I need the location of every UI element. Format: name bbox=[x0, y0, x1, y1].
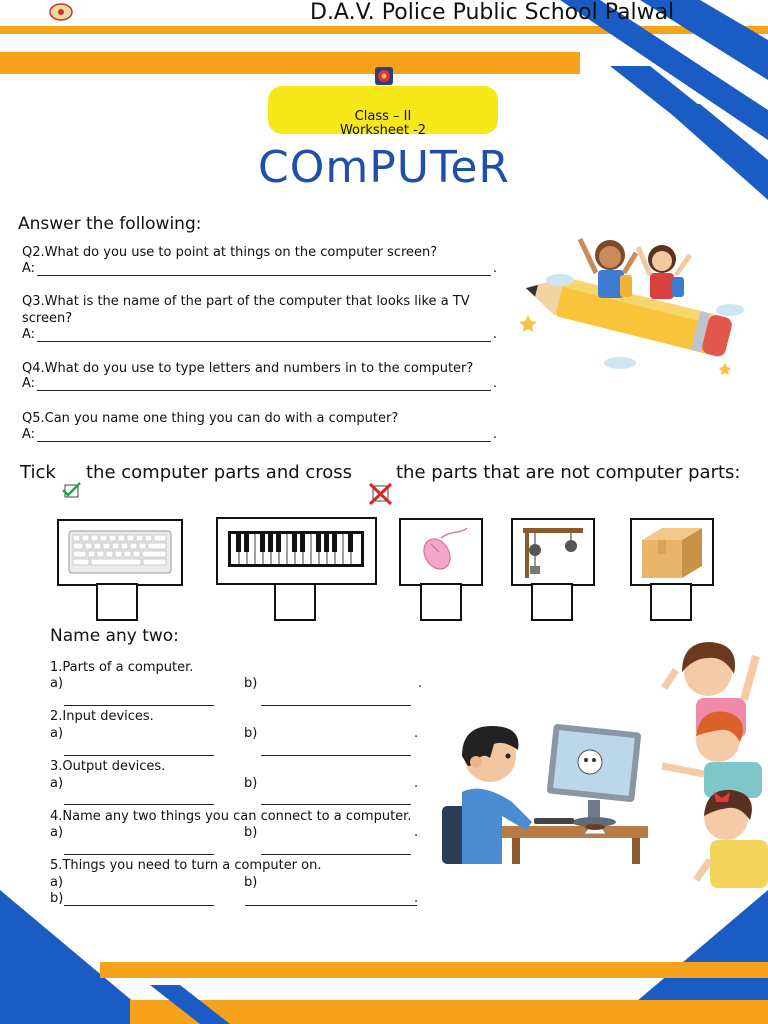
label-a: a) bbox=[50, 726, 64, 741]
label-b: b) bbox=[50, 891, 64, 906]
answer-line-5[interactable]: A: . bbox=[22, 427, 497, 442]
cross-mark-icon bbox=[368, 482, 394, 506]
answer-prefix: A: bbox=[22, 261, 36, 276]
answer-blank-4a[interactable] bbox=[64, 854, 214, 855]
kids-on-pencil-illustration bbox=[520, 225, 750, 375]
boy-at-computer-illustration bbox=[442, 722, 648, 864]
line-period: . bbox=[414, 726, 419, 741]
checkbox-box[interactable] bbox=[650, 583, 692, 621]
label-b: b) bbox=[244, 676, 258, 691]
piano-icon bbox=[218, 519, 375, 583]
line-period: . bbox=[418, 676, 423, 691]
answer-line-3[interactable]: A: . bbox=[22, 327, 497, 342]
answer-blank-2a[interactable] bbox=[64, 755, 214, 756]
answer-blank-1a[interactable] bbox=[64, 705, 214, 706]
mouse-icon bbox=[401, 520, 481, 584]
checkbox-keyboard[interactable] bbox=[96, 583, 138, 621]
tick-end-text: the parts that are not computer parts: bbox=[396, 462, 741, 483]
checkbox-mouse[interactable] bbox=[420, 583, 462, 621]
class-worksheet-label bbox=[268, 110, 498, 138]
answer-prefix: A: bbox=[22, 427, 36, 442]
answer-prefix: A: bbox=[22, 327, 36, 342]
part-piano bbox=[216, 517, 377, 585]
question-4: Q4.What do you use to type letters and numbers in to the computer? bbox=[22, 361, 474, 376]
part-pulley bbox=[511, 518, 595, 586]
checkbox-piano[interactable] bbox=[274, 583, 316, 621]
checkbox-pulley[interactable] bbox=[531, 583, 573, 621]
answer-blank-2b[interactable] bbox=[261, 755, 411, 756]
answer-line-2[interactable]: A: . bbox=[22, 261, 497, 276]
line-period: . bbox=[414, 891, 419, 906]
part-box bbox=[630, 518, 714, 586]
answer-blank-4b[interactable] bbox=[261, 854, 411, 855]
answer-blank-5a[interactable] bbox=[64, 905, 214, 906]
question-3: Q3.What is the name of the part of the computer that looks like a TV screen? bbox=[22, 294, 470, 326]
school-name: D.A.V. Police Public School Palwal bbox=[310, 0, 675, 25]
label-a: a) bbox=[50, 676, 64, 691]
label-b: b) bbox=[244, 825, 258, 840]
school-logo-icon bbox=[48, 2, 74, 22]
label-b: b) bbox=[244, 776, 258, 791]
tick-instruction: Tick bbox=[20, 462, 56, 483]
pulley-icon bbox=[513, 520, 593, 584]
tick-middle-text: the computer parts and cross bbox=[86, 462, 353, 483]
answer-line-4[interactable]: A: . bbox=[22, 376, 497, 391]
label-a: a) bbox=[50, 825, 64, 840]
name-question-3: 3.Output devices. bbox=[50, 759, 166, 774]
question-5: Q5.Can you name one thing you can do with a computer? bbox=[22, 411, 399, 426]
keyboard-icon bbox=[59, 521, 181, 584]
question-2: Q2.What do you use to point at things on the computer screen? bbox=[22, 245, 438, 260]
police-emblem-icon bbox=[374, 66, 394, 86]
name-question-1: 1.Parts of a computer. bbox=[50, 660, 194, 675]
waving-kids-illustration bbox=[656, 640, 768, 892]
name-question-5: 5.Things you need to turn a computer on. bbox=[50, 858, 322, 873]
part-keyboard bbox=[57, 519, 183, 586]
answer-blank-1b[interactable] bbox=[261, 705, 411, 706]
answer-blank-3b[interactable] bbox=[261, 804, 411, 805]
answer-heading: Answer the following: bbox=[18, 214, 202, 234]
subject-title: COmPUTeR bbox=[258, 142, 510, 193]
tick-mark-icon bbox=[62, 482, 82, 498]
name-question-2: 2.Input devices. bbox=[50, 709, 154, 724]
part-mouse bbox=[399, 518, 483, 586]
label-a: a) bbox=[50, 776, 64, 791]
name-question-4: 4.Name any two things you can connect to a computer. bbox=[50, 809, 412, 824]
answer-prefix: A: bbox=[22, 376, 36, 391]
answer-blank-3a[interactable] bbox=[64, 804, 214, 805]
label-a: a) bbox=[50, 875, 64, 890]
label-b: b) bbox=[244, 726, 258, 741]
line-period: . bbox=[414, 825, 419, 840]
box-icon bbox=[632, 520, 712, 584]
class-label: Class – II bbox=[354, 109, 412, 124]
line-period: . bbox=[414, 776, 419, 791]
worksheet-label: Worksheet -2 bbox=[339, 123, 427, 138]
name-any-two-heading: Name any two: bbox=[50, 626, 179, 646]
answer-blank-5b[interactable] bbox=[245, 905, 417, 906]
label-b: b) bbox=[244, 875, 258, 890]
